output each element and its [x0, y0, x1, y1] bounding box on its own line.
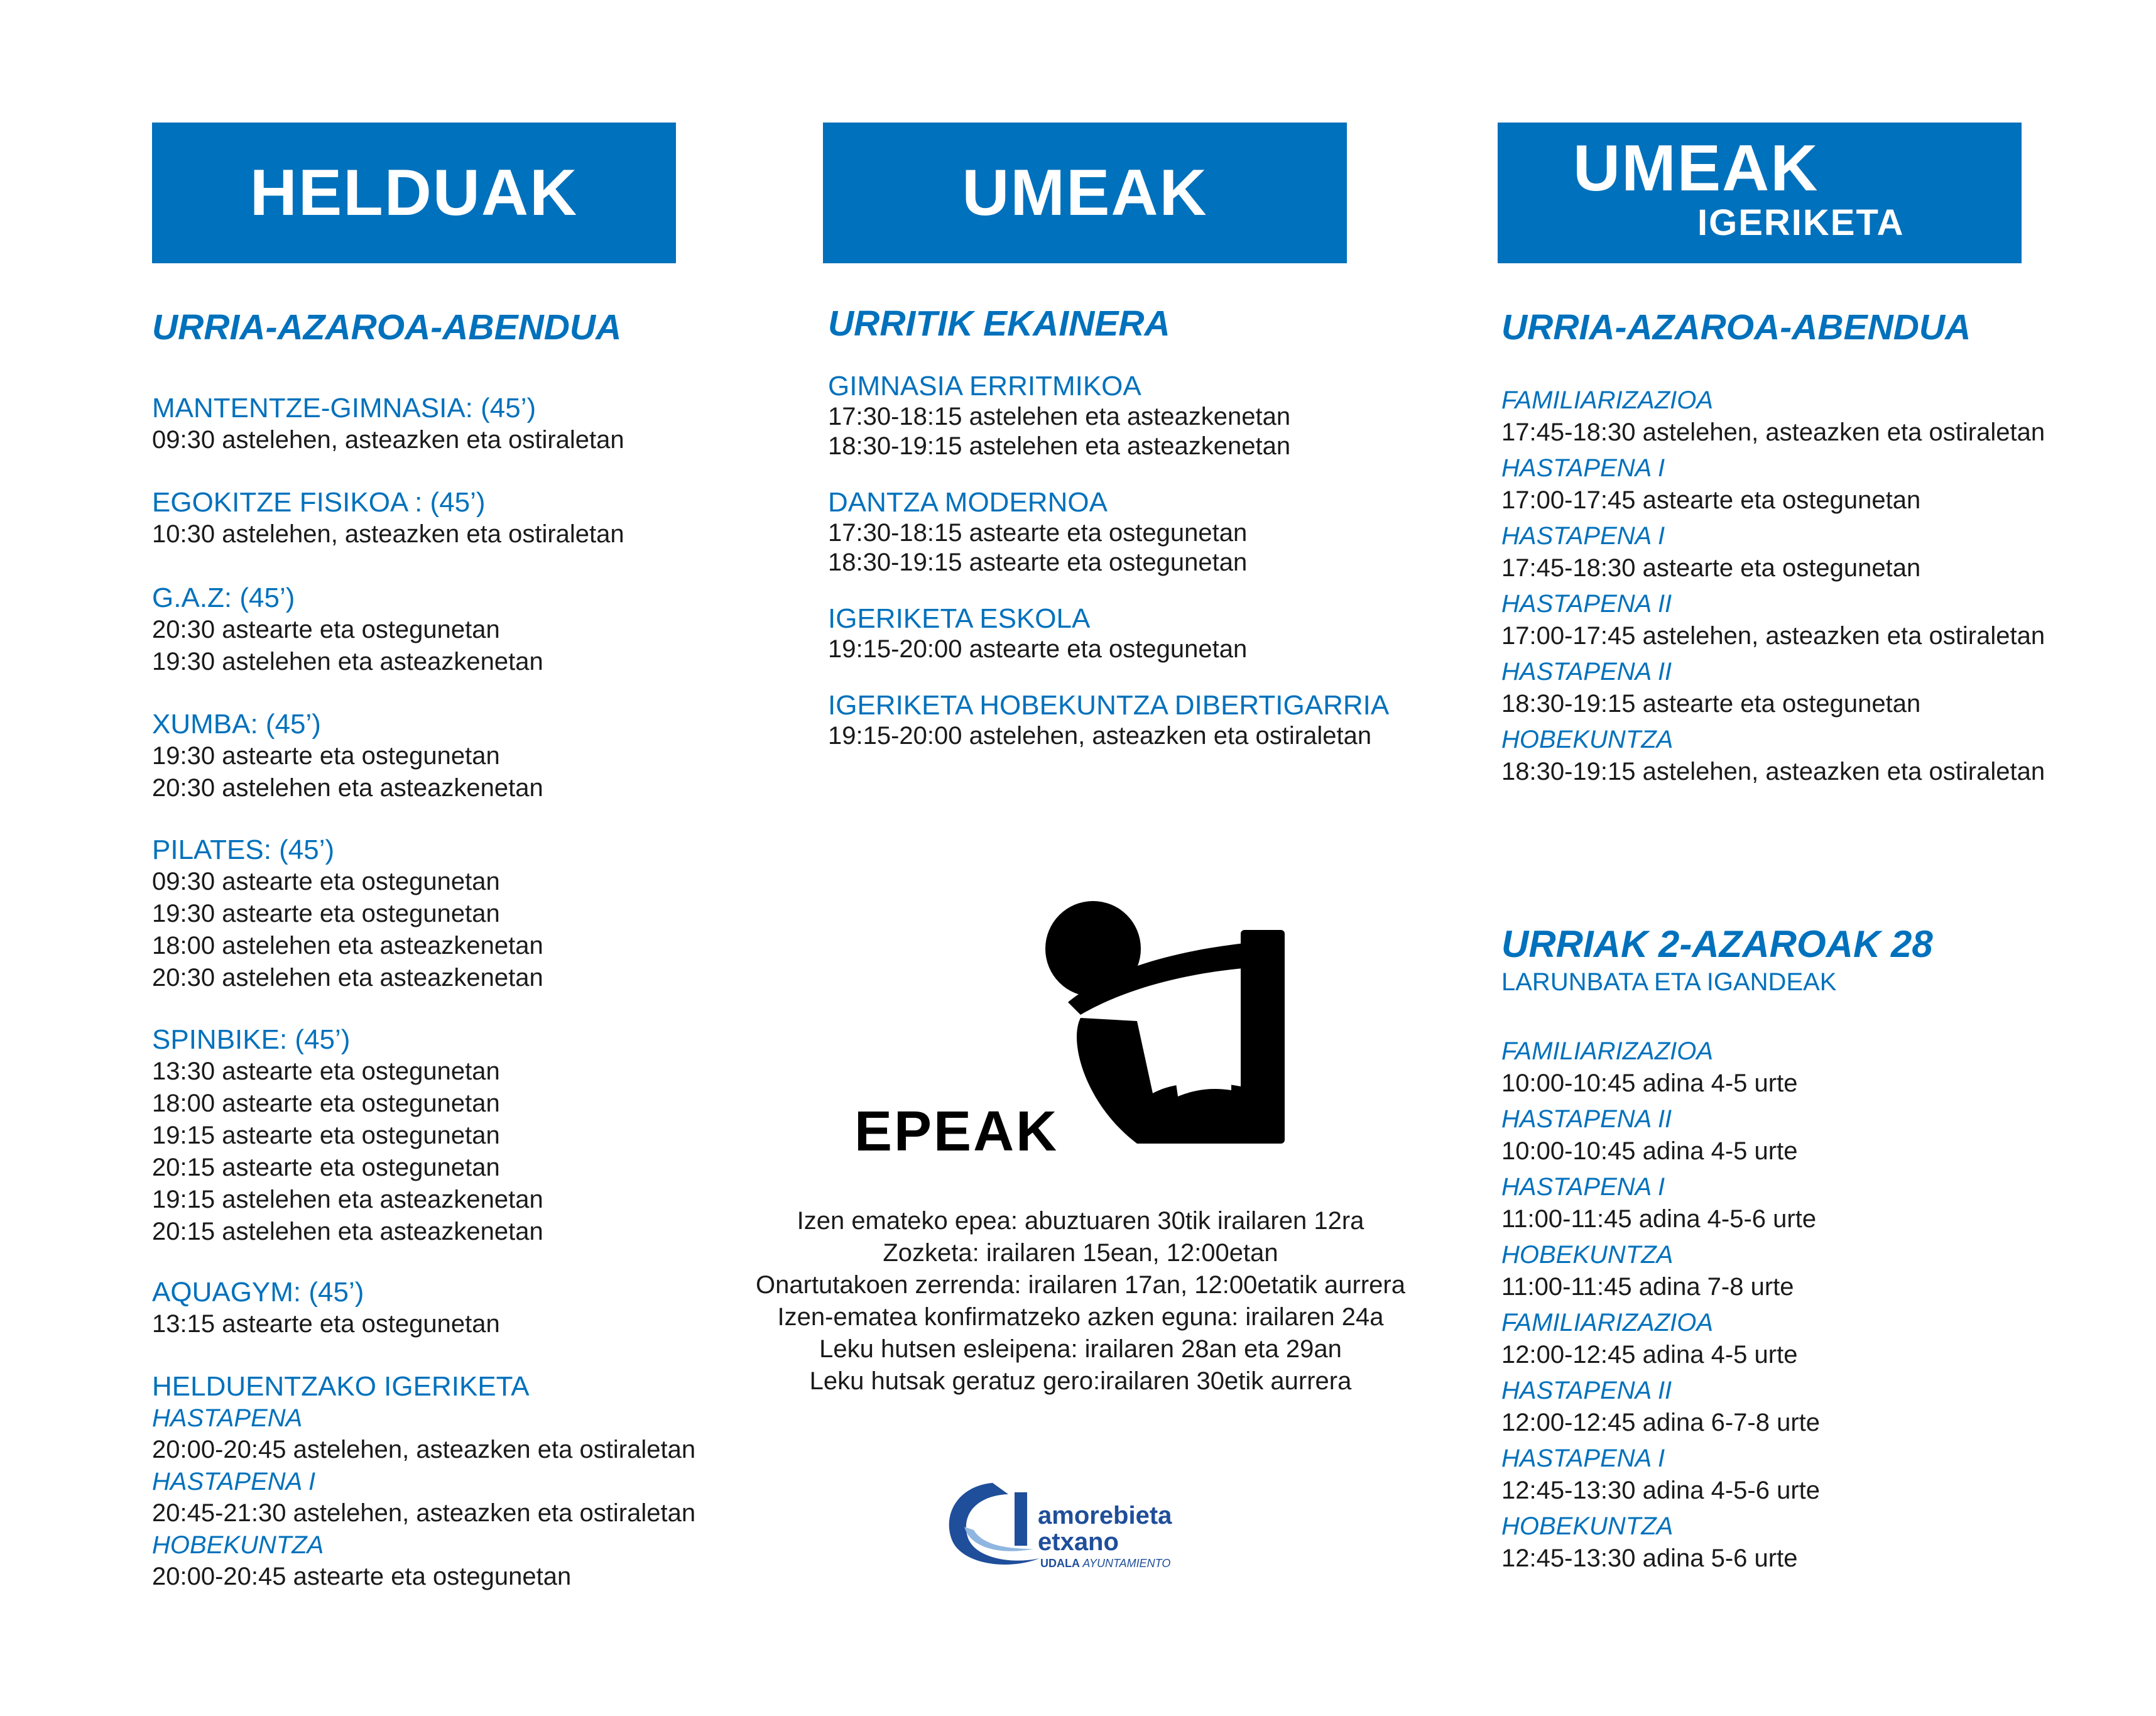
- deadline-line: Onartutakoen zerrenda: irailaren 17an, 12:00etatik aurrera: [756, 1271, 1405, 1299]
- helduak-season: URRIA-AZAROA-ABENDUA: [152, 307, 622, 347]
- schedule-line: 20:15 astearte eta ostegunetan: [152, 1154, 500, 1181]
- logo-udala: UDALA: [1040, 1557, 1080, 1570]
- umeak-igeriketa-banner: [1498, 123, 2022, 263]
- schedule-line: 19:15-20:00 astelehen, asteazken eta ostiraletan: [828, 722, 1372, 750]
- schedule-line: 17:00-17:45 astelehen, asteazken eta ostiraletan: [1501, 622, 2045, 650]
- schedule-line: 18:30-19:15 astelehen eta asteazkenetan: [828, 432, 1291, 460]
- schedule-line: 09:30 astearte eta ostegunetan: [152, 868, 500, 895]
- level-label: HASTAPENA I: [1501, 1173, 1665, 1201]
- level-label: HASTAPENA I: [1501, 454, 1665, 482]
- schedule-line: 18:30-19:15 astearte eta ostegunetan: [1501, 690, 1921, 718]
- level-label: FAMILIARIZAZIOA: [1501, 1309, 1714, 1336]
- swimmer-pictogram-icon: [1043, 899, 1319, 1156]
- class-title: PILATES: (45’): [152, 834, 335, 865]
- igeriketa-list-1: [1501, 385, 2045, 788]
- class-title: HELDUENTZAKO IGERIKETA: [152, 1371, 530, 1402]
- schedule-line: 17:45-18:30 astearte eta ostegunetan: [1501, 554, 1921, 582]
- deadline-line: Izen-ematea konfirmatzeko azken eguna: irailaren 24a: [777, 1303, 1384, 1331]
- schedule-line: 19:30 astearte eta ostegunetan: [152, 742, 500, 770]
- helduak-block-2: [152, 582, 543, 678]
- schedule-line: 12:00-12:45 adina 6-7-8 urte: [1501, 1409, 1821, 1436]
- level-label: HASTAPENA I: [1501, 522, 1665, 550]
- helduak-banner: [152, 123, 676, 263]
- class-title: DANTZA MODERNOA: [828, 487, 1108, 518]
- schedule-line: 17:30-18:15 astearte eta ostegunetan: [828, 519, 1248, 547]
- schedule-line: 13:15 astearte eta ostegunetan: [152, 1310, 500, 1338]
- umeak-igeriketa-banner-title: UMEAK: [1573, 132, 1819, 205]
- class-title: G.A.Z: (45’): [152, 582, 295, 613]
- deadline-line: Zozketa: irailaren 15ean, 12:00etan: [883, 1239, 1278, 1267]
- schedule-line: 19:15-20:00 astearte eta ostegunetan: [828, 635, 1248, 663]
- schedule-line: 19:30 astelehen eta asteazkenetan: [152, 648, 543, 675]
- helduak-block-4: [152, 834, 543, 994]
- schedule-line: 17:30-18:15 astelehen eta asteazkenetan: [828, 403, 1291, 430]
- schedule-line: 20:45-21:30 astelehen, asteazken eta ostiraletan: [152, 1499, 696, 1527]
- schedule-line: 20:00-20:45 astearte eta ostegunetan: [152, 1563, 572, 1590]
- epeak-title: EPEAK: [854, 1100, 1059, 1163]
- igeriketa-season-2: URRIAK 2-AZAROAK 28: [1501, 923, 1933, 965]
- class-title: IGERIKETA HOBEKUNTZA DIBERTIGARRIA: [828, 690, 1390, 721]
- level-label: HASTAPENA II: [1501, 590, 1672, 618]
- schedule-line: 11:00-11:45 adina 7-8 urte: [1501, 1273, 1794, 1301]
- schedule-line: 20:00-20:45 astelehen, asteazken eta ostiraletan: [152, 1436, 696, 1463]
- level-label: HOBEKUNTZA: [152, 1531, 324, 1559]
- class-title: IGERIKETA ESKOLA: [828, 603, 1091, 634]
- igeriketa-season-1: URRIA-AZAROA-ABENDUA: [1501, 307, 1971, 347]
- helduak-banner-title: HELDUAK: [249, 156, 579, 229]
- helduak-swim: [152, 1371, 695, 1593]
- igeriketa-list-2: [1501, 1036, 1820, 1575]
- class-title: EGOKITZE FISIKOA : (45’): [152, 487, 486, 518]
- level-label: HASTAPENA II: [1501, 1105, 1672, 1133]
- municipality-logo-icon: [939, 1470, 1046, 1577]
- schedule-line: 18:00 astelehen eta asteazkenetan: [152, 932, 543, 959]
- schedule-line: 18:30-19:15 astelehen, asteazken eta ostiraletan: [1501, 758, 2045, 785]
- schedule-line: 18:30-19:15 astearte eta ostegunetan: [828, 549, 1248, 576]
- umeak-block-2: [828, 603, 1247, 664]
- level-label: HOBEKUNTZA: [1501, 1241, 1674, 1269]
- deadline-line: Leku hutsen esleipena: irailaren 28an eta 29an: [819, 1335, 1342, 1363]
- logo-line2: etxano: [1038, 1528, 1119, 1556]
- schedule-line: 11:00-11:45 adina 4-5-6 urte: [1501, 1205, 1817, 1233]
- schedule-line: 19:15 astearte eta ostegunetan: [152, 1122, 500, 1149]
- schedule-line: 19:15 astelehen eta asteazkenetan: [152, 1186, 543, 1213]
- level-label: HASTAPENA II: [1501, 1377, 1672, 1404]
- schedule-line: 12:00-12:45 adina 4-5 urte: [1501, 1341, 1798, 1369]
- epeak-list: [710, 1205, 1451, 1397]
- logo-line1: amorebieta: [1038, 1502, 1172, 1529]
- helduak-block-5: [152, 1024, 543, 1248]
- deadline-line: Izen emateko epea: abuztuaren 30tik irailaren 12ra: [797, 1207, 1364, 1235]
- level-label: HOBEKUNTZA: [1501, 726, 1674, 753]
- schedule-line: 20:15 astelehen eta asteazkenetan: [152, 1218, 543, 1245]
- umeak-block-1: [828, 487, 1247, 577]
- schedule-line: 12:45-13:30 adina 5-6 urte: [1501, 1544, 1798, 1572]
- logo-line3: [1040, 1557, 1170, 1570]
- schedule-line: 17:00-17:45 astearte eta ostegunetan: [1501, 486, 1921, 514]
- schedule-line: 20:30 astelehen eta asteazkenetan: [152, 964, 543, 992]
- schedule-line: 12:45-13:30 adina 4-5-6 urte: [1501, 1477, 1821, 1504]
- umeak-block-3: [828, 690, 1389, 751]
- umeak-block-0: [828, 371, 1290, 461]
- class-title: MANTENTZE-GIMNASIA: (45’): [152, 393, 536, 424]
- schedule-line: 19:30 astearte eta ostegunetan: [152, 900, 500, 927]
- schedule-line: 10:00-10:45 adina 4-5 urte: [1501, 1137, 1798, 1165]
- helduak-block-3: [152, 709, 543, 804]
- schedule-line: 20:30 astearte eta ostegunetan: [152, 616, 500, 643]
- class-title: GIMNASIA ERRITMIKOA: [828, 371, 1141, 402]
- umeak-banner: [823, 123, 1347, 263]
- umeak-season: URRITIK EKAINERA: [828, 303, 1170, 344]
- level-label: FAMILIARIZAZIOA: [1501, 1037, 1714, 1065]
- level-label: HASTAPENA: [152, 1404, 303, 1432]
- schedule-line: 18:00 astearte eta ostegunetan: [152, 1090, 500, 1117]
- logo-ayuntamiento: AYUNTAMIENTO: [1082, 1557, 1171, 1570]
- umeak-banner-title: UMEAK: [962, 156, 1208, 229]
- schedule-line: 20:30 astelehen eta asteazkenetan: [152, 774, 543, 802]
- schedule-line: 10:00-10:45 adina 4-5 urte: [1501, 1069, 1798, 1097]
- class-title: SPINBIKE: (45’): [152, 1024, 351, 1055]
- level-label: HASTAPENA I: [1501, 1445, 1665, 1472]
- igeriketa-season-2-sub: LARUNBATA ETA IGANDEAK: [1501, 968, 1837, 996]
- level-label: HASTAPENA II: [1501, 658, 1672, 686]
- level-label: FAMILIARIZAZIOA: [1501, 386, 1714, 414]
- schedule-line: 13:30 astearte eta ostegunetan: [152, 1057, 500, 1085]
- level-label: HASTAPENA I: [152, 1468, 316, 1495]
- class-title: AQUAGYM: (45’): [152, 1277, 364, 1308]
- schedule-line: 17:45-18:30 astelehen, asteazken eta ostiraletan: [1501, 418, 2045, 446]
- umeak-igeriketa-banner-subtitle: IGERIKETA: [1697, 202, 1905, 243]
- deadline-line: Leku hutsak geratuz gero:irailaren 30etik aurrera: [809, 1367, 1352, 1395]
- class-title: XUMBA: (45’): [152, 709, 321, 740]
- schedule-line: 09:30 astelehen, asteazken eta ostiraletan: [152, 426, 624, 454]
- umeak-igeriketa-banner-text: [1498, 123, 2022, 263]
- schedule-line: 10:30 astelehen, asteazken eta ostiraletan: [152, 520, 624, 548]
- helduak-block-1: [152, 487, 624, 550]
- level-label: HOBEKUNTZA: [1501, 1512, 1674, 1540]
- helduak-block-6: [152, 1277, 500, 1340]
- helduak-block-0: [152, 393, 624, 456]
